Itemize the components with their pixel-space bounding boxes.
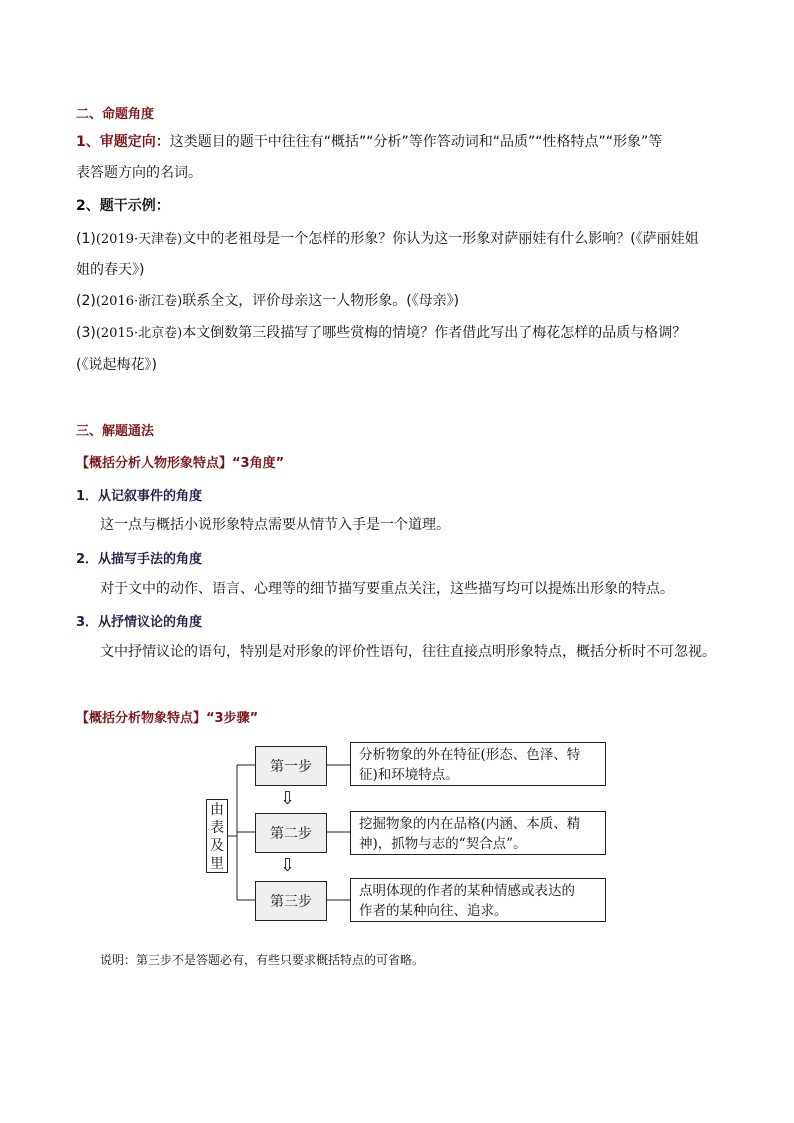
step-1-desc-line-2: 征)和环境特点。 [359, 767, 459, 783]
down-arrow-icon: ⇩ [280, 855, 296, 876]
step-2-desc-line-1: 挖掘物象的内在品格(内涵、本质、精 [359, 816, 581, 832]
side-char-3: 及 [210, 838, 224, 854]
section-3-title: 三、解题通法 [76, 424, 155, 439]
example-1-line-2: 姐的春天》) [76, 262, 145, 278]
step-2-description [350, 811, 606, 855]
angle-2-title: 2．从描写手法的角度 [76, 552, 203, 567]
example-3-num: (3) [76, 325, 96, 341]
side-char-4: 里 [210, 856, 224, 872]
item-1-text: 这类题目的题干中往往有“概括”“分析”等作答动词和“品质”“性格特点”“形象”等 [169, 134, 663, 150]
step-1-box: 第一步 [255, 746, 327, 786]
side-char-1: 由 [210, 802, 224, 818]
heading-character-traits: 【概括分析人物形象特点】“3角度” [76, 456, 285, 471]
example-1-text: 文中的老祖母是一个怎样的形象？你认为这一形象对萨丽娃有什么影响？(《萨丽娃姐 [182, 231, 699, 247]
example-2-num: (2) [76, 293, 96, 309]
angle-2-text: 对于文中的动作、语言、心理等的细节描写要重点关注，这些描写均可以提炼出形象的特点。 [100, 581, 674, 597]
angle-3-title: 3．从抒情议论的角度 [76, 615, 203, 630]
example-2-text: 联系全文，评价母亲这一人物形象。(《母亲》) [182, 293, 460, 309]
example-1-source: (2019·天津卷) [95, 232, 183, 247]
item-2-label: 2、题干示例： [76, 198, 170, 214]
example-3-line-2: (《说起梅花》) [76, 357, 157, 373]
example-3-source: (2015·北京卷) [95, 326, 183, 341]
side-char-2: 表 [210, 820, 224, 836]
example-1-num: (1) [76, 231, 96, 247]
angle-3-text: 文中抒情议论的语句，特别是对形象的评价性语句，往往直接点明形象特点，概括分析时不可忽视。 [100, 644, 716, 660]
step-2-box: 第二步 [255, 813, 327, 853]
heading-object-traits: 【概括分析物象特点】“3步骤” [76, 711, 259, 726]
step-1-desc-line-1: 分析物象的外在特征(形态、色泽、特 [359, 747, 581, 763]
angle-1-text: 这一点与概括小说形象特点需要从情节入手是一个道理。 [100, 517, 450, 533]
example-2-source: (2016·浙江卷) [95, 294, 183, 309]
step-3-description [350, 878, 606, 922]
step-2-desc-line-2: 神)，抓物与志的“契合点”。 [359, 836, 527, 852]
down-arrow-icon: ⇩ [280, 788, 296, 809]
section-2-title: 二、命题角度 [76, 107, 155, 122]
step-3-desc-line-1: 点明体现的作者的某种情感或表达的 [359, 883, 575, 899]
step-3-desc-line-2: 作者的某种向往、追求。 [359, 903, 508, 919]
diagram-note: 说明：第三步不是答题必有，有些只要求概括特点的可省略。 [100, 953, 425, 967]
step-1-description [350, 742, 606, 786]
item-1-line-2: 表答题方向的名词。 [76, 165, 202, 181]
step-3-box: 第三步 [255, 881, 327, 921]
item-1-label: 1、审题定向： [76, 134, 170, 150]
side-label-box [206, 799, 228, 873]
example-3-text: 本文倒数第三段描写了哪些赏梅的情境？作者借此写出了梅花怎样的品质与格调？ [182, 325, 687, 341]
angle-1-title: 1．从记叙事件的角度 [76, 489, 203, 504]
